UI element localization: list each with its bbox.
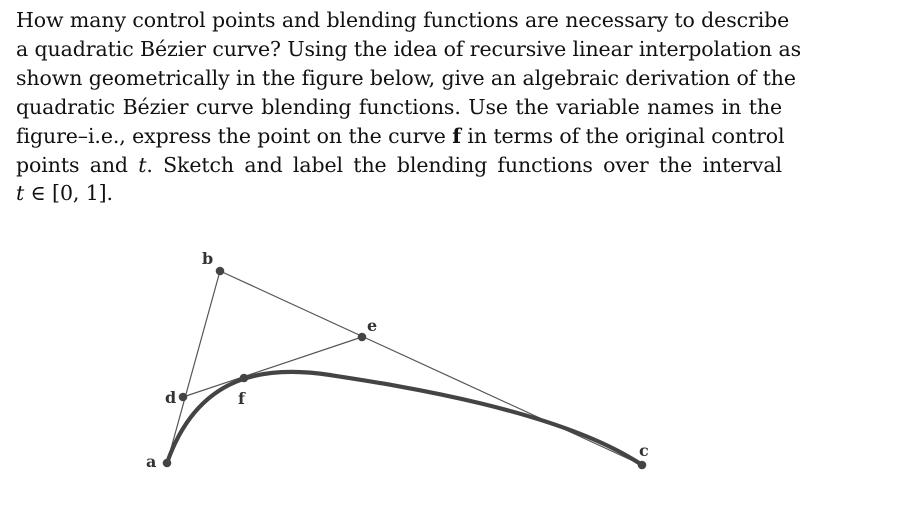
problem-line-2: a quadratic Bézier curve? Using the idea of recursive linear interpolation as (16, 36, 801, 61)
label-e: e (367, 316, 378, 335)
label-c: c (639, 441, 649, 460)
problem-line-6-text-a: points and (16, 152, 139, 177)
point-c (638, 461, 647, 470)
label-a: a (146, 452, 157, 471)
label-d: d (165, 388, 177, 407)
variable-t-interval: t (16, 181, 25, 206)
problem-line-5-text-a: figure–i.e., express the point on the curve (16, 123, 453, 148)
variable-t: t (138, 152, 147, 177)
segment-d-e (183, 337, 362, 397)
interval-text: ∈ [0, 1]. (24, 181, 113, 206)
point-d (179, 393, 188, 402)
problem-line-1: How many control points and blending functions are necessary to describe (16, 8, 790, 32)
segment-a-b (167, 271, 220, 463)
point-f (240, 374, 249, 383)
segment-b-c (220, 271, 642, 465)
variable-f: f (452, 123, 461, 148)
problem-line-3: shown geometrically in the figure below, give an algebraic derivation of the (16, 65, 796, 90)
problem-line-6-text-c: . Sketch and label the blending functions over the interval (146, 152, 782, 177)
label-b: b (202, 249, 214, 268)
problem-line-4: quadratic Bézier curve blending functions. Use the variable names in the (16, 94, 782, 119)
problem-line-5-text-c: in terms of the original control (460, 123, 785, 148)
point-e (358, 333, 367, 342)
point-b (216, 267, 225, 276)
point-a (163, 459, 172, 468)
label-f: f (238, 389, 245, 408)
bezier-curve (167, 372, 642, 465)
